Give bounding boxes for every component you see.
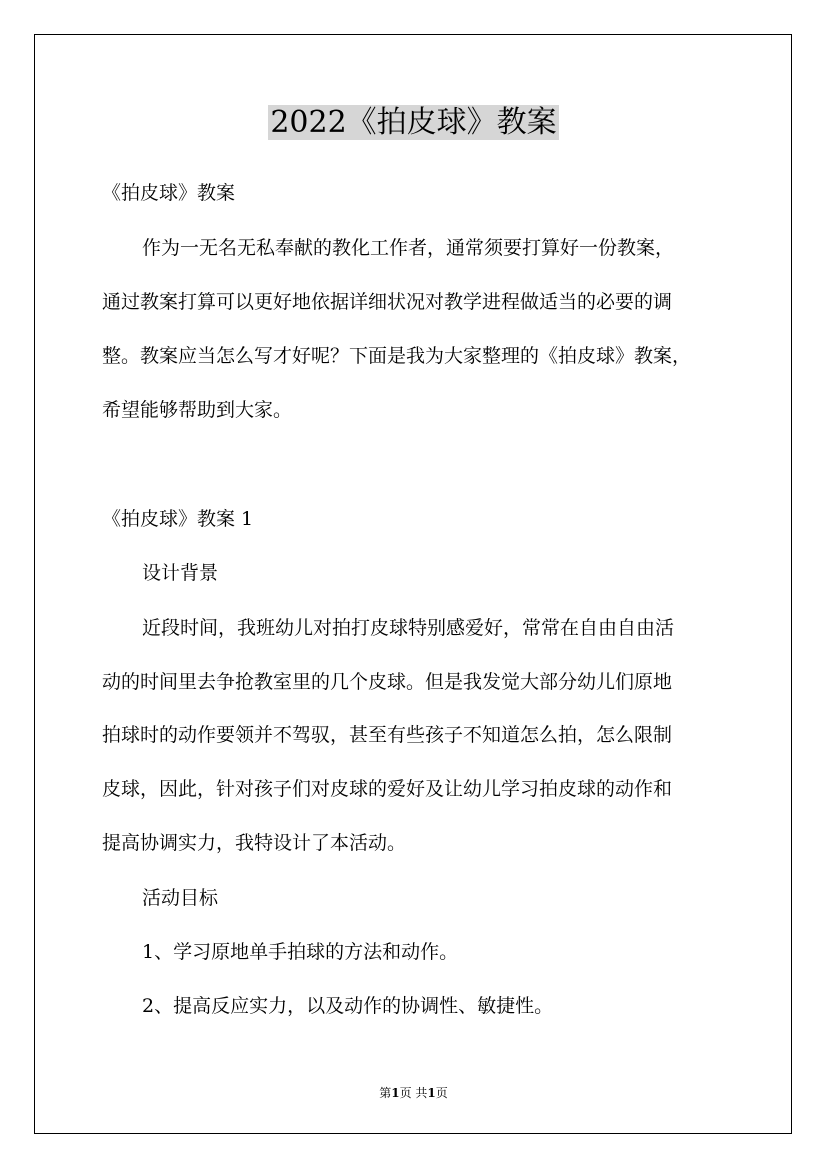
background-line-1: 近段时间，我班幼儿对拍打皮球特别感爱好，常常在自由自由活: [142, 617, 675, 639]
intro-line-2: 通过教案打算可以更好地依据详细状况对教学进程做适当的必要的调: [102, 291, 673, 313]
intro-line-1: 作为一无名无私奉献的教化工作者，通常须要打算好一份教案，: [142, 237, 675, 259]
background-line-3: 拍球时的动作要领并不驾驭，甚至有些孩子不知道怎么拍，怎么限制: [102, 724, 673, 746]
background-line-4: 皮球，因此，针对孩子们对皮球的爱好及让幼儿学习拍皮球的动作和: [102, 778, 673, 800]
footer-page-number: 1: [391, 1086, 400, 1100]
section1-heading: 《拍皮球》教案 1: [102, 508, 254, 530]
background-line-5: 提高协调实力，我特设计了本活动。: [102, 832, 407, 854]
goals-heading: 活动目标: [142, 887, 219, 909]
background-heading: 设计背景: [142, 562, 219, 584]
background-line-2: 动的时间里去争抢教室里的几个皮球。但是我发觉大部分幼儿们原地: [102, 671, 673, 693]
footer-page-suffix: 页: [435, 1086, 448, 1100]
document-title: [0, 103, 827, 143]
footer-page-prefix: 第: [379, 1086, 392, 1100]
goal-item-1: 1、学习原地单手拍球的方法和动作。: [142, 941, 459, 963]
footer-page-total: 1: [427, 1086, 436, 1100]
intro-line-3: 整。教案应当怎么写才好呢？下面是我为大家整理的《拍皮球》教案，: [102, 345, 692, 367]
footer-page-mid: 页 共: [399, 1086, 428, 1100]
document-title-text: 2022《拍皮球》教案: [270, 105, 557, 140]
page-footer: [0, 1084, 827, 1101]
goal-item-2: 2、提高反应实力，以及动作的协调性、敏捷性。: [142, 995, 554, 1017]
main-heading: 《拍皮球》教案: [102, 182, 236, 204]
intro-line-4: 希望能够帮助到大家。: [102, 399, 293, 421]
